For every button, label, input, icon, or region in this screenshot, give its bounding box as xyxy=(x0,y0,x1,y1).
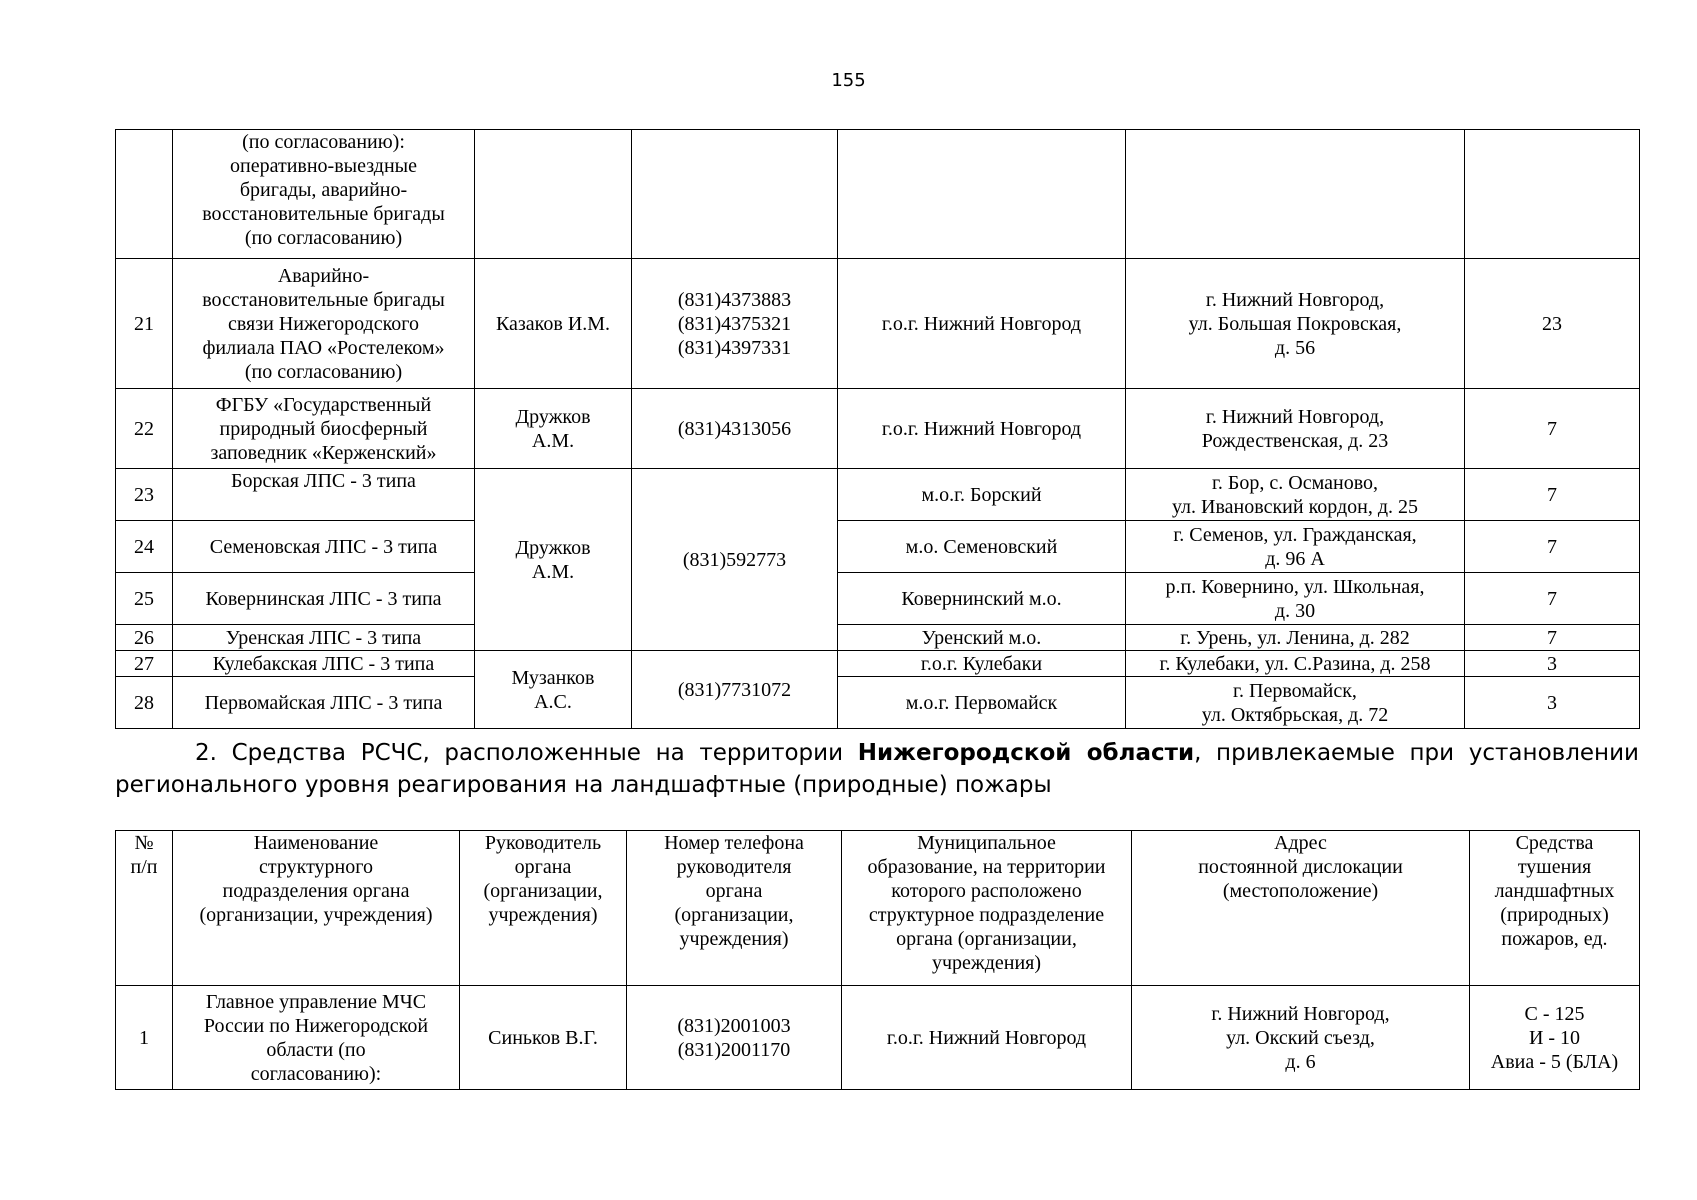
row-number: 1 xyxy=(116,986,173,1090)
phone: (831)7731072 xyxy=(632,651,838,729)
municipality: г.о.г. Кулебаки xyxy=(838,651,1126,677)
unit-name: (по согласованию): оперативно-выездные бригады, аварийно- восстановительные бригады (по согласованию) xyxy=(173,130,475,259)
head-name: Дружков А.М. xyxy=(475,389,632,469)
head-name: Дружков А.М. xyxy=(475,469,632,651)
municipality: Ковернинский м.о. xyxy=(838,573,1126,625)
phone: (831)4373883 (831)4375321 (831)4397331 xyxy=(632,259,838,389)
means-count: 23 xyxy=(1465,259,1640,389)
table-row xyxy=(116,521,1640,573)
table-row xyxy=(116,259,1640,389)
row-number: 21 xyxy=(116,259,173,389)
row-number: 27 xyxy=(116,651,173,677)
means-count xyxy=(1465,130,1640,259)
continued-table xyxy=(115,129,1640,729)
section-heading xyxy=(115,737,1639,801)
table-row xyxy=(116,625,1640,651)
address: г. Нижний Новгород, ул. Большая Покровская, д. 56 xyxy=(1126,259,1465,389)
row-number: 28 xyxy=(116,677,173,729)
address xyxy=(1126,130,1465,259)
means-count: 7 xyxy=(1465,573,1640,625)
municipality: г.о.г. Нижний Новгород xyxy=(838,389,1126,469)
municipality: м.о. Семеновский xyxy=(838,521,1126,573)
address: г. Первомайск, ул. Октябрьская, д. 72 xyxy=(1126,677,1465,729)
municipality xyxy=(838,130,1126,259)
means-count: 7 xyxy=(1465,389,1640,469)
header-means: Средства тушения ландшафтных (природных) пожаров, ед. xyxy=(1470,831,1640,986)
means-count: С - 125 И - 10 Авиа - 5 (БЛА) xyxy=(1470,986,1640,1090)
table-row xyxy=(116,986,1640,1090)
row-number: 26 xyxy=(116,625,173,651)
section-heading-text: 2. Средства РСЧС, расположенные на территории xyxy=(195,740,858,766)
header-name: Наименование структурного подразделения органа (организации, учреждения) xyxy=(173,831,460,986)
address: г. Кулебаки, ул. С.Разина, д. 258 xyxy=(1126,651,1465,677)
municipality: г.о.г. Нижний Новгород xyxy=(842,986,1132,1090)
row-number xyxy=(116,130,173,259)
head-name xyxy=(475,130,632,259)
head-name: Музанков А.С. xyxy=(475,651,632,729)
header-municipality: Муниципальное образование, на территории которого расположено структурное подразделение органа (организации, учреждения) xyxy=(842,831,1132,986)
means-count: 7 xyxy=(1465,625,1640,651)
page-number: 155 xyxy=(831,70,866,91)
address: г. Нижний Новгород, ул. Окский съезд, д. 6 xyxy=(1132,986,1470,1090)
table-row xyxy=(116,389,1640,469)
address: г. Семенов, ул. Гражданская, д. 96 А xyxy=(1126,521,1465,573)
table-row xyxy=(116,130,1640,259)
unit-name: Главное управление МЧС России по Нижегородской области (по согласованию): xyxy=(173,986,460,1090)
section-heading-text-end: , привлекаемые при установлении регионального уровня реагирования на ландшафтные (природные) пожары xyxy=(115,740,1639,798)
table-row xyxy=(116,677,1640,729)
municipality: Уренский м.о. xyxy=(838,625,1126,651)
phone: (831)2001003 (831)2001170 xyxy=(627,986,842,1090)
header-head: Руководитель органа (организации, учреждения) xyxy=(460,831,627,986)
municipality: м.о.г. Первомайск xyxy=(838,677,1126,729)
means-count: 3 xyxy=(1465,677,1640,729)
means-count: 3 xyxy=(1465,651,1640,677)
table-row xyxy=(116,573,1640,625)
header-num: № п/п xyxy=(116,831,173,986)
row-number: 22 xyxy=(116,389,173,469)
table-row xyxy=(116,651,1640,677)
unit-name: Борская ЛПС - 3 типа xyxy=(173,469,475,521)
phone xyxy=(632,130,838,259)
table-row xyxy=(116,469,1640,521)
address: г. Урень, ул. Ленина, д. 282 xyxy=(1126,625,1465,651)
unit-name: Кулебакская ЛПС - 3 типа xyxy=(173,651,475,677)
phone: (831)592773 xyxy=(632,469,838,651)
unit-name: Уренская ЛПС - 3 типа xyxy=(173,625,475,651)
header-phone: Номер телефона руководителя органа (организации, учреждения) xyxy=(627,831,842,986)
head-name: Казаков И.М. xyxy=(475,259,632,389)
head-name: Синьков В.Г. xyxy=(460,986,627,1090)
table-header-row xyxy=(116,831,1640,986)
row-number: 25 xyxy=(116,573,173,625)
unit-name: Ковернинская ЛПС - 3 типа xyxy=(173,573,475,625)
address: г. Бор, с. Османово, ул. Ивановский кордон, д. 25 xyxy=(1126,469,1465,521)
means-count: 7 xyxy=(1465,469,1640,521)
row-number: 24 xyxy=(116,521,173,573)
address: г. Нижний Новгород, Рождественская, д. 23 xyxy=(1126,389,1465,469)
header-address: Адрес постоянной дислокации (местоположение) xyxy=(1132,831,1470,986)
unit-name: ФГБУ «Государственный природный биосферный заповедник «Керженский» xyxy=(173,389,475,469)
regional-forces-table xyxy=(115,830,1640,1090)
unit-name: Семеновская ЛПС - 3 типа xyxy=(173,521,475,573)
phone: (831)4313056 xyxy=(632,389,838,469)
section-heading-region: Нижегородской области xyxy=(857,740,1195,766)
unit-name: Первомайская ЛПС - 3 типа xyxy=(173,677,475,729)
municipality: г.о.г. Нижний Новгород xyxy=(838,259,1126,389)
address: р.п. Ковернино, ул. Школьная, д. 30 xyxy=(1126,573,1465,625)
unit-name: Аварийно- восстановительные бригады связи Нижегородского филиала ПАО «Ростелеком» (по согласованию) xyxy=(173,259,475,389)
row-number: 23 xyxy=(116,469,173,521)
means-count: 7 xyxy=(1465,521,1640,573)
municipality: м.о.г. Борский xyxy=(838,469,1126,521)
